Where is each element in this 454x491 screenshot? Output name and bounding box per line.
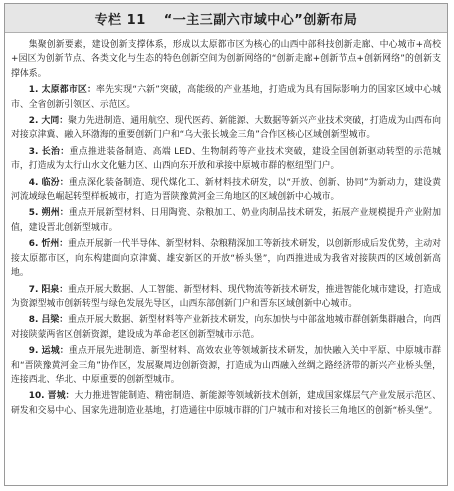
column-body (11, 38, 441, 481)
column-number: 专栏 11 (94, 12, 146, 28)
city-name: 1. 太原都市区： (28, 85, 97, 96)
city-paragraph (11, 344, 441, 387)
city-paragraph (11, 83, 441, 112)
city-description: 重点开展大数据、新型材料等产业新技术研发，向东加快与中部盆地城市群创新集群融合，向西对接陕蒙两省区创新资源，建设成为革命老区创新型城市示范。 (11, 315, 441, 340)
city-description: 重点开展新一代半导体、新型材料、杂粮精深加工等新技术研发，以创新形成后发优势，主动对接太原都市区，向东构建面向京津冀、雄安新区的开放“桥头堡”，向西推进成为我省对接陕西的区域创新高地。 (11, 239, 441, 279)
column-title-bar (5, 4, 447, 33)
city-name: 5. 朔州： (28, 208, 69, 219)
city-paragraph (11, 237, 441, 280)
city-description: 率先实现“六新”突破，高能级的产业基地，打造成为具有国际影响力的国家区域中心城市、全省创新引领区、示范区。 (11, 85, 441, 110)
city-paragraph (11, 114, 441, 143)
city-description: 重点开展大数据、人工智能、新型材料、现代物流等新技术研发，推进智能化城市建设，打造成为资源型城市创新转型与绿色发展先导区，山西东部创新门户和晋东区域创新中心城市。 (11, 284, 441, 309)
city-paragraph (11, 313, 441, 342)
city-description: 大力推进智能制造、精密制造、新能源等领域新技术创新，建成国家煤层气产业发展示范区、研发和交易中心、国家先进制造业基地，打造通往中原城市群的门户城市和对接长三角地区的创新“桥头堡”。 (11, 391, 441, 416)
intro-paragraph: 集聚创新要素，建设创新支撑体系，形成以太原都市区为核心的山西中部科技创新走廊、中心城市+高校+园区为创新节点、各类文化与生态的特色创新空间为创新网络的“创新走廊+创新节点+创新网络”的创新支撑体系。 (11, 40, 441, 79)
feature-column-box (4, 3, 448, 486)
city-name: 6. 忻州： (28, 239, 69, 250)
city-name: 9. 运城： (28, 346, 69, 357)
city-name: 3. 长治： (28, 146, 70, 157)
city-name: 7. 阳泉： (28, 284, 69, 295)
column-heading: “一主三副六市域中心”创新布局 (163, 12, 358, 28)
city-paragraph (11, 176, 441, 205)
city-name: 4. 临汾： (28, 177, 69, 188)
city-name: 8. 吕梁： (28, 315, 69, 326)
city-paragraph (11, 206, 441, 235)
city-description: 重点开展新型材料、日用陶瓷、杂粮加工、奶业肉制品技术研发，拓展产业规模提升产业附加值，建设晋北创新型城市。 (11, 208, 441, 233)
city-name: 10. 晋城： (28, 391, 75, 402)
city-description: 重点开展先进制造、新型材料、高效农业等领域新技术研发，加快融入关中平原、中原城市群和“晋陕豫黄河金三角”协作区，发展聚周边创新资源，打造成为山西融入丝绸之路经济带的新兴产业桥头堡，连接西北、华北、中原重要的创新型城市。 (11, 346, 441, 385)
city-paragraph (11, 145, 441, 174)
city-name: 2. 大同： (28, 116, 69, 127)
city-description: 聚力先进制造、通用航空、现代医药、新能源、大数据等新兴产业技术突破，打造成为山西布向对接京津冀、融入环渤海的重要创新门户和“乌大张长城金三角”合作区核心区域创新型城市。 (11, 116, 441, 141)
city-description: 重点推进装备制造、高端 LED、生物制药等产业技术突破，建设全国创新驱动转型的示范城市，打造成为太行山水文化魅力区、山西向东开放和承接中原城市群的枢纽型门户。 (11, 146, 441, 172)
city-list (11, 83, 441, 418)
city-paragraph (11, 389, 441, 418)
city-paragraph (11, 283, 441, 312)
city-description: 重点深化装备制造、现代煤化工、新材料技术研发，以“开放、创新、协同”为新动力，建设黄河流域绿色崛起转型样板城市，打造为晋陕豫黄河金三角地区的区域创新中心城市。 (11, 177, 441, 203)
